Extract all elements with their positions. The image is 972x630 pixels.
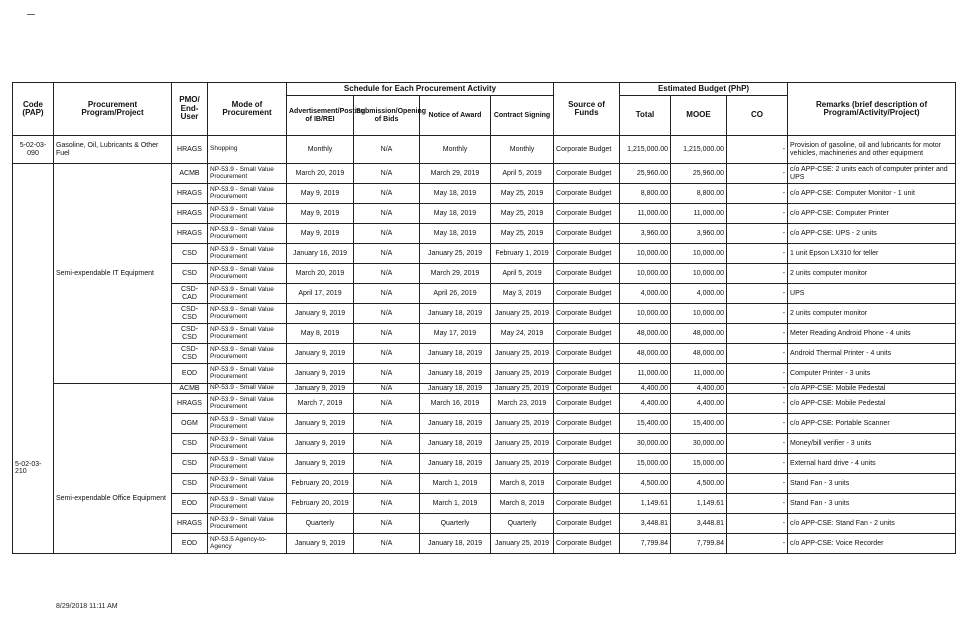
co-cell: - bbox=[727, 514, 788, 534]
source-cell: Corporate Budget bbox=[554, 494, 620, 514]
header-adv: Advertisement/Posting of IB/REI bbox=[287, 96, 354, 136]
header-mooe: MOOE bbox=[671, 96, 727, 136]
sub-cell: N/A bbox=[354, 384, 420, 394]
pmo-cell: HRAGS bbox=[172, 204, 208, 224]
mooe-cell: 30,000.00 bbox=[671, 434, 727, 454]
total-cell: 15,400.00 bbox=[620, 414, 671, 434]
remarks-cell: c/o APP-CSE: 2 units each of computer printer and UPS bbox=[788, 164, 956, 184]
remarks-cell: UPS bbox=[788, 284, 956, 304]
mode-cell: NP-53.9 - Small Value Procurement bbox=[208, 344, 287, 364]
source-cell: Corporate Budget bbox=[554, 264, 620, 284]
mode-cell: NP-53.9 - Small Value Procurement bbox=[208, 474, 287, 494]
code-cell: 5-02-03-210 bbox=[13, 384, 54, 554]
total-cell: 15,000.00 bbox=[620, 454, 671, 474]
sub-cell: N/A bbox=[354, 364, 420, 384]
source-cell: Corporate Budget bbox=[554, 324, 620, 344]
program-cell: Semi-expendable IT Equipment bbox=[54, 164, 172, 384]
noa-cell: January 25, 2019 bbox=[420, 244, 491, 264]
contract-cell: March 23, 2019 bbox=[491, 394, 554, 414]
remarks-cell: External hard drive - 4 units bbox=[788, 454, 956, 474]
source-cell: Corporate Budget bbox=[554, 204, 620, 224]
header-mode: Mode of Procurement bbox=[208, 83, 287, 136]
total-cell: 48,000.00 bbox=[620, 324, 671, 344]
noa-cell: May 17, 2019 bbox=[420, 324, 491, 344]
code-cell: 5-02-03-090 bbox=[13, 136, 54, 164]
adv-cell: January 9, 2019 bbox=[287, 534, 354, 554]
mooe-cell: 10,000.00 bbox=[671, 264, 727, 284]
sub-cell: N/A bbox=[354, 414, 420, 434]
remarks-cell: c/o APP-CSE: Voice Recorder bbox=[788, 534, 956, 554]
co-cell: - bbox=[727, 284, 788, 304]
remarks-cell: Meter Reading Android Phone - 4 units bbox=[788, 324, 956, 344]
remarks-cell: Stand Fan - 3 units bbox=[788, 494, 956, 514]
pmo-cell: CSD bbox=[172, 474, 208, 494]
mooe-cell: 8,800.00 bbox=[671, 184, 727, 204]
mooe-cell: 4,400.00 bbox=[671, 394, 727, 414]
mode-cell: NP-53.9 - Small Value Procurement bbox=[208, 514, 287, 534]
adv-cell: January 9, 2019 bbox=[287, 344, 354, 364]
mooe-cell: 1,149.61 bbox=[671, 494, 727, 514]
noa-cell: May 18, 2019 bbox=[420, 184, 491, 204]
adv-cell: January 9, 2019 bbox=[287, 454, 354, 474]
header-total: Total bbox=[620, 96, 671, 136]
mode-cell: Shopping bbox=[208, 136, 287, 164]
co-cell: - bbox=[727, 474, 788, 494]
total-cell: 3,960.00 bbox=[620, 224, 671, 244]
mode-cell: NP-53.9 - Small Value Procurement bbox=[208, 454, 287, 474]
mode-cell: NP-53.9 - Small Value Procurement bbox=[208, 184, 287, 204]
mooe-cell: 7,799.84 bbox=[671, 534, 727, 554]
remarks-cell: c/o APP-CSE: UPS - 2 units bbox=[788, 224, 956, 244]
table-row bbox=[13, 384, 956, 394]
total-cell: 30,000.00 bbox=[620, 434, 671, 454]
remarks-cell: c/o APP-CSE: Computer Printer bbox=[788, 204, 956, 224]
mooe-cell: 15,000.00 bbox=[671, 454, 727, 474]
pmo-cell: CSD bbox=[172, 264, 208, 284]
adv-cell: March 20, 2019 bbox=[287, 264, 354, 284]
source-cell: Corporate Budget bbox=[554, 514, 620, 534]
mooe-cell: 48,000.00 bbox=[671, 344, 727, 364]
noa-cell: January 18, 2019 bbox=[420, 384, 491, 394]
adv-cell: February 20, 2019 bbox=[287, 494, 354, 514]
mode-cell: NP-53.5 Agency-to-Agency bbox=[208, 534, 287, 554]
corner-mark bbox=[27, 14, 35, 15]
contract-cell: March 8, 2019 bbox=[491, 494, 554, 514]
mode-cell: NP-53.9 - Small Value Procurement bbox=[208, 494, 287, 514]
source-cell: Corporate Budget bbox=[554, 434, 620, 454]
contract-cell: May 25, 2019 bbox=[491, 184, 554, 204]
remarks-cell: 2 units computer monitor bbox=[788, 264, 956, 284]
total-cell: 10,000.00 bbox=[620, 304, 671, 324]
total-cell: 10,000.00 bbox=[620, 264, 671, 284]
co-cell: - bbox=[727, 454, 788, 474]
noa-cell: March 16, 2019 bbox=[420, 394, 491, 414]
pmo-cell: HRAGS bbox=[172, 184, 208, 204]
header-sub: Submission/Opening of Bids bbox=[354, 96, 420, 136]
contract-cell: May 3, 2019 bbox=[491, 284, 554, 304]
code-cell bbox=[13, 164, 54, 384]
co-cell: - bbox=[727, 304, 788, 324]
co-cell: - bbox=[727, 164, 788, 184]
source-cell: Corporate Budget bbox=[554, 244, 620, 264]
noa-cell: May 18, 2019 bbox=[420, 224, 491, 244]
adv-cell: January 9, 2019 bbox=[287, 384, 354, 394]
noa-cell: January 18, 2019 bbox=[420, 344, 491, 364]
remarks-cell: Computer Printer - 3 units bbox=[788, 364, 956, 384]
co-cell: - bbox=[727, 204, 788, 224]
co-cell: - bbox=[727, 434, 788, 454]
mooe-cell: 1,215,000.00 bbox=[671, 136, 727, 164]
contract-cell: January 25, 2019 bbox=[491, 454, 554, 474]
adv-cell: May 8, 2019 bbox=[287, 324, 354, 344]
mooe-cell: 10,000.00 bbox=[671, 244, 727, 264]
header-source: Source of Funds bbox=[554, 83, 620, 136]
contract-cell: May 25, 2019 bbox=[491, 224, 554, 244]
co-cell: - bbox=[727, 184, 788, 204]
mooe-cell: 4,000.00 bbox=[671, 284, 727, 304]
remarks-cell: Provision of gasoline, oil and lubricants for motor vehicles, machineries and other equipment bbox=[788, 136, 956, 164]
pmo-cell: HRAGS bbox=[172, 394, 208, 414]
total-cell: 25,960.00 bbox=[620, 164, 671, 184]
pmo-cell: CSD bbox=[172, 454, 208, 474]
co-cell: - bbox=[727, 534, 788, 554]
pmo-cell: HRAGS bbox=[172, 224, 208, 244]
total-cell: 1,149.61 bbox=[620, 494, 671, 514]
contract-cell: February 1, 2019 bbox=[491, 244, 554, 264]
sub-cell: N/A bbox=[354, 184, 420, 204]
pmo-cell: HRAGS bbox=[172, 136, 208, 164]
noa-cell: January 18, 2019 bbox=[420, 364, 491, 384]
adv-cell: January 9, 2019 bbox=[287, 414, 354, 434]
noa-cell: April 26, 2019 bbox=[420, 284, 491, 304]
sub-cell: N/A bbox=[354, 244, 420, 264]
adv-cell: Quarterly bbox=[287, 514, 354, 534]
co-cell: - bbox=[727, 264, 788, 284]
remarks-cell: c/o APP-CSE: Mobile Pedestal bbox=[788, 394, 956, 414]
adv-cell: January 9, 2019 bbox=[287, 304, 354, 324]
adv-cell: January 9, 2019 bbox=[287, 364, 354, 384]
contract-cell: April 5, 2019 bbox=[491, 164, 554, 184]
pmo-cell: CSD bbox=[172, 244, 208, 264]
total-cell: 11,000.00 bbox=[620, 364, 671, 384]
sub-cell: N/A bbox=[354, 304, 420, 324]
contract-cell: March 8, 2019 bbox=[491, 474, 554, 494]
header-pmo: PMO/ End-User bbox=[172, 83, 208, 136]
pmo-cell: ACMB bbox=[172, 164, 208, 184]
mode-cell: NP-53.9 - Small Value Procurement bbox=[208, 224, 287, 244]
adv-cell: May 9, 2019 bbox=[287, 184, 354, 204]
remarks-cell: c/o APP-CSE: Computer Monitor - 1 unit bbox=[788, 184, 956, 204]
source-cell: Corporate Budget bbox=[554, 136, 620, 164]
mode-cell: NP-53.9 - Small Value bbox=[208, 384, 287, 394]
source-cell: Corporate Budget bbox=[554, 284, 620, 304]
contract-cell: January 25, 2019 bbox=[491, 534, 554, 554]
adv-cell: May 9, 2019 bbox=[287, 224, 354, 244]
total-cell: 4,400.00 bbox=[620, 384, 671, 394]
pmo-cell: EOD bbox=[172, 494, 208, 514]
header-program: Procurement Program/Project bbox=[54, 83, 172, 136]
remarks-cell: 1 unit Epson LX310 for teller bbox=[788, 244, 956, 264]
source-cell: Corporate Budget bbox=[554, 164, 620, 184]
co-cell: - bbox=[727, 394, 788, 414]
source-cell: Corporate Budget bbox=[554, 344, 620, 364]
total-cell: 7,799.84 bbox=[620, 534, 671, 554]
sub-cell: N/A bbox=[354, 534, 420, 554]
mooe-cell: 11,000.00 bbox=[671, 204, 727, 224]
sub-cell: N/A bbox=[354, 434, 420, 454]
remarks-cell: Money/bill verifier - 3 units bbox=[788, 434, 956, 454]
remarks-cell: c/o APP-CSE: Stand Fan - 2 units bbox=[788, 514, 956, 534]
source-cell: Corporate Budget bbox=[554, 364, 620, 384]
program-cell: Gasoline, Oil, Lubricants & Other Fuel bbox=[54, 136, 172, 164]
total-cell: 48,000.00 bbox=[620, 344, 671, 364]
mooe-cell: 48,000.00 bbox=[671, 324, 727, 344]
adv-cell: May 9, 2019 bbox=[287, 204, 354, 224]
contract-cell: January 25, 2019 bbox=[491, 414, 554, 434]
contract-cell: January 25, 2019 bbox=[491, 434, 554, 454]
pmo-cell: EOD bbox=[172, 534, 208, 554]
procurement-plan-sheet bbox=[12, 82, 955, 554]
print-timestamp: 8/29/2018 11:11 AM bbox=[56, 603, 118, 610]
sub-cell: N/A bbox=[354, 224, 420, 244]
sub-cell: N/A bbox=[354, 394, 420, 414]
pmo-cell: ACMB bbox=[172, 384, 208, 394]
pmo-cell: CSD-CSD bbox=[172, 324, 208, 344]
pmo-cell: CSD-CSD bbox=[172, 304, 208, 324]
contract-cell: January 25, 2019 bbox=[491, 364, 554, 384]
source-cell: Corporate Budget bbox=[554, 394, 620, 414]
contract-cell: January 25, 2019 bbox=[491, 384, 554, 394]
mode-cell: NP-53.9 - Small Value Procurement bbox=[208, 414, 287, 434]
noa-cell: January 18, 2019 bbox=[420, 454, 491, 474]
header-code: Code (PAP) bbox=[13, 83, 54, 136]
noa-cell: March 1, 2019 bbox=[420, 494, 491, 514]
co-cell: - bbox=[727, 494, 788, 514]
mode-cell: NP-53.9 - Small Value Procurement bbox=[208, 394, 287, 414]
contract-cell: Monthly bbox=[491, 136, 554, 164]
mode-cell: NP-53.9 - Small Value Procurement bbox=[208, 164, 287, 184]
noa-cell: Quarterly bbox=[420, 514, 491, 534]
source-cell: Corporate Budget bbox=[554, 384, 620, 394]
sub-cell: N/A bbox=[354, 164, 420, 184]
sub-cell: N/A bbox=[354, 514, 420, 534]
sub-cell: N/A bbox=[354, 474, 420, 494]
adv-cell: February 20, 2019 bbox=[287, 474, 354, 494]
noa-cell: January 18, 2019 bbox=[420, 304, 491, 324]
contract-cell: Quarterly bbox=[491, 514, 554, 534]
mode-cell: NP-53.9 - Small Value Procurement bbox=[208, 204, 287, 224]
co-cell: - bbox=[727, 414, 788, 434]
mooe-cell: 10,000.00 bbox=[671, 304, 727, 324]
total-cell: 4,500.00 bbox=[620, 474, 671, 494]
adv-cell: March 20, 2019 bbox=[287, 164, 354, 184]
header-schedule: Schedule for Each Procurement Activity bbox=[287, 83, 554, 96]
procurement-table bbox=[12, 82, 956, 554]
co-cell: - bbox=[727, 344, 788, 364]
mode-cell: NP-53.9 - Small Value Procurement bbox=[208, 264, 287, 284]
mooe-cell: 11,000.00 bbox=[671, 364, 727, 384]
source-cell: Corporate Budget bbox=[554, 414, 620, 434]
total-cell: 4,400.00 bbox=[620, 394, 671, 414]
mode-cell: NP-53.9 - Small Value Procurement bbox=[208, 364, 287, 384]
source-cell: Corporate Budget bbox=[554, 474, 620, 494]
sub-cell: N/A bbox=[354, 136, 420, 164]
header-remarks: Remarks (brief description of Program/Activity/Project) bbox=[788, 83, 956, 136]
table-row bbox=[13, 136, 956, 164]
table-body bbox=[13, 136, 956, 554]
total-cell: 1,215,000.00 bbox=[620, 136, 671, 164]
co-cell: - bbox=[727, 244, 788, 264]
mooe-cell: 15,400.00 bbox=[671, 414, 727, 434]
noa-cell: January 18, 2019 bbox=[420, 434, 491, 454]
remarks-cell: Android Thermal Printer - 4 units bbox=[788, 344, 956, 364]
noa-cell: March 1, 2019 bbox=[420, 474, 491, 494]
source-cell: Corporate Budget bbox=[554, 184, 620, 204]
contract-cell: April 5, 2019 bbox=[491, 264, 554, 284]
pmo-cell: CSD-CAD bbox=[172, 284, 208, 304]
co-cell: - bbox=[727, 324, 788, 344]
adv-cell: March 7, 2019 bbox=[287, 394, 354, 414]
mode-cell: NP-53.9 - Small Value Procurement bbox=[208, 434, 287, 454]
co-cell: - bbox=[727, 364, 788, 384]
noa-cell: March 29, 2019 bbox=[420, 164, 491, 184]
header-co: CO bbox=[727, 96, 788, 136]
sub-cell: N/A bbox=[354, 204, 420, 224]
pmo-cell: CSD-CSD bbox=[172, 344, 208, 364]
mode-cell: NP-53.9 - Small Value Procurement bbox=[208, 244, 287, 264]
mooe-cell: 4,500.00 bbox=[671, 474, 727, 494]
noa-cell: March 29, 2019 bbox=[420, 264, 491, 284]
contract-cell: May 24, 2019 bbox=[491, 324, 554, 344]
contract-cell: May 25, 2019 bbox=[491, 204, 554, 224]
header-noa: Notice of Award bbox=[420, 96, 491, 136]
remarks-cell: 2 units computer monitor bbox=[788, 304, 956, 324]
adv-cell: April 17, 2019 bbox=[287, 284, 354, 304]
sub-cell: N/A bbox=[354, 324, 420, 344]
noa-cell: January 18, 2019 bbox=[420, 414, 491, 434]
mooe-cell: 3,448.81 bbox=[671, 514, 727, 534]
sub-cell: N/A bbox=[354, 284, 420, 304]
sub-cell: N/A bbox=[354, 344, 420, 364]
pmo-cell: HRAGS bbox=[172, 514, 208, 534]
pmo-cell: CSD bbox=[172, 434, 208, 454]
co-cell: - bbox=[727, 224, 788, 244]
mooe-cell: 4,400.00 bbox=[671, 384, 727, 394]
source-cell: Corporate Budget bbox=[554, 224, 620, 244]
remarks-cell: c/o APP-CSE: Portable Scanner bbox=[788, 414, 956, 434]
noa-cell: Monthly bbox=[420, 136, 491, 164]
total-cell: 8,800.00 bbox=[620, 184, 671, 204]
total-cell: 11,000.00 bbox=[620, 204, 671, 224]
total-cell: 4,000.00 bbox=[620, 284, 671, 304]
pmo-cell: OGM bbox=[172, 414, 208, 434]
source-cell: Corporate Budget bbox=[554, 534, 620, 554]
source-cell: Corporate Budget bbox=[554, 454, 620, 474]
header-contract: Contract Signing bbox=[491, 96, 554, 136]
mooe-cell: 3,960.00 bbox=[671, 224, 727, 244]
mode-cell: NP-53.9 - Small Value Procurement bbox=[208, 304, 287, 324]
adv-cell: January 9, 2019 bbox=[287, 434, 354, 454]
adv-cell: January 16, 2019 bbox=[287, 244, 354, 264]
noa-cell: May 18, 2019 bbox=[420, 204, 491, 224]
table-row bbox=[13, 164, 956, 184]
adv-cell: Monthly bbox=[287, 136, 354, 164]
pmo-cell: EOD bbox=[172, 364, 208, 384]
total-cell: 3,448.81 bbox=[620, 514, 671, 534]
mooe-cell: 25,960.00 bbox=[671, 164, 727, 184]
total-cell: 10,000.00 bbox=[620, 244, 671, 264]
noa-cell: January 18, 2019 bbox=[420, 534, 491, 554]
co-cell: - bbox=[727, 384, 788, 394]
remarks-cell: c/o APP-CSE: Mobile Pedestal bbox=[788, 384, 956, 394]
program-cell: Semi-expendable Office Equipment bbox=[54, 384, 172, 554]
contract-cell: January 25, 2019 bbox=[491, 344, 554, 364]
remarks-cell: Stand Fan - 3 units bbox=[788, 474, 956, 494]
co-cell: - bbox=[727, 136, 788, 164]
sub-cell: N/A bbox=[354, 494, 420, 514]
sub-cell: N/A bbox=[354, 264, 420, 284]
source-cell: Corporate Budget bbox=[554, 304, 620, 324]
mode-cell: NP-53.9 - Small Value Procurement bbox=[208, 324, 287, 344]
mode-cell: NP-53.9 - Small Value Procurement bbox=[208, 284, 287, 304]
sub-cell: N/A bbox=[354, 454, 420, 474]
header-budget: Estimated Budget (PhP) bbox=[620, 83, 788, 96]
contract-cell: January 25, 2019 bbox=[491, 304, 554, 324]
